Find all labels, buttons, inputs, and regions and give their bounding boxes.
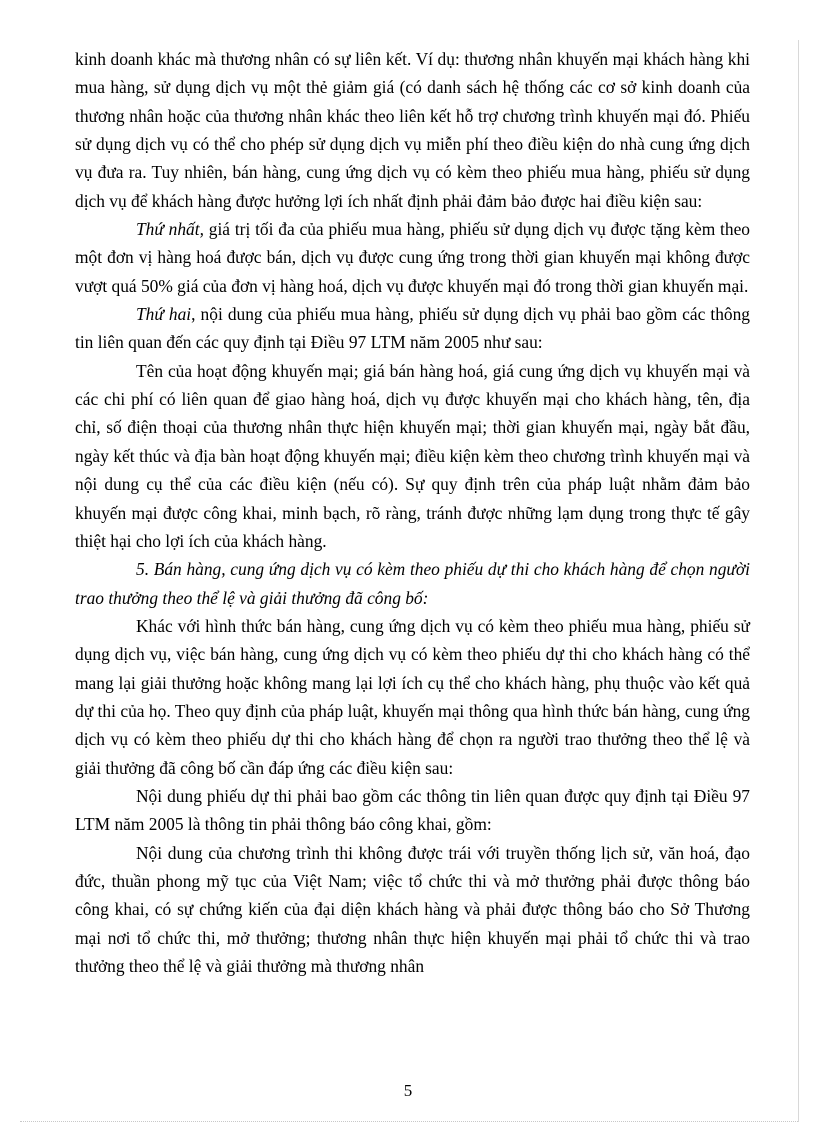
paragraph-continuation — [75, 45, 750, 215]
paragraph-first-condition — [75, 215, 750, 300]
page-border-bottom — [20, 1121, 798, 1122]
body-text — [75, 45, 750, 980]
paragraph-text: Nội dung của chương trình thi không được trái với truyền thống lịch sử, văn hoá, đạo đức, thuần phong mỹ tục của Việt Nam; việc tổ chức thi và mở thưởng phải được thông báo công khai, có sự chứng kiến của đại diện khách hàng và phải được thông báo cho Sở Thương mại nơi tổ chức thi, mở thưởng; thương nhân thực hiện khuyến mại phải tổ chức thi và trao thưởng theo thể lệ và giải thưởng mà thương nhân — [75, 842, 750, 976]
paragraph-lead: Thứ nhất, — [136, 219, 204, 240]
paragraph-info-list — [75, 357, 750, 555]
paragraph-text: giá trị tối đa của phiếu mua hàng, phiếu sử dụng dịch vụ được tặng kèm theo một đơn vị hàng hoá được bán, dịch vụ được cung ứng trong thời gian khuyến mại không được vượt quá 50% giá của đơn vị hàng hoá, dịch vụ được khuyến mại đó trong thời gian khuyến mại. — [75, 219, 750, 296]
page-number: 5 — [403, 1081, 413, 1100]
paragraph-contest-rules — [75, 839, 750, 981]
paragraph-contest-content — [75, 782, 750, 839]
paragraph-text: Tên của hoạt động khuyến mại; giá bán hàng hoá, giá cung ứng dịch vụ khuyến mại và các chi phí có liên quan để giao hàng hoá, dịch vụ được khuyến mại cho khách hàng, tên, địa chỉ, số điện thoại của thương nhân thực hiện khuyến mại; thời gian khuyến mại, ngày bắt đầu, ngày kết thúc và địa bàn hoạt động khuyến mại; điều kiện kèm theo chương trình khuyến mại và nội dung cụ thể của các điều kiện (nếu có). Sự quy định trên của pháp luật nhằm đảm bảo khuyến mại được công khai, minh bạch, rõ ràng, tránh được những lạm dụng trong thực tế gây thiệt hại cho lợi ích của khách hàng. — [75, 360, 750, 551]
paragraph-second-condition — [75, 300, 750, 357]
paragraph-text: , nội dung của phiếu mua hàng, phiếu sử dụng dịch vụ phải bao gồm các thông tin liên quan đến các quy định tại Điều 97 LTM năm 2005 như sau: — [75, 304, 750, 353]
paragraph-contest-intro — [75, 612, 750, 782]
paragraph-text: Nội dung phiếu dự thi phải bao gồm các thông tin liên quan được quy định tại Điều 97 LTM năm 2005 là thông tin phải thông báo công khai, gồm: — [75, 785, 750, 835]
page-border-right — [798, 40, 799, 1122]
paragraph-text: Khác với hình thức bán hàng, cung ứng dịch vụ có kèm theo phiếu mua hàng, phiếu sử dụng dịch vụ, việc bán hàng, cung ứng dịch vụ có kèm theo phiếu dự thi cho khách hàng có thể mang lại giải thưởng hoặc không mang lại lợi ích cụ thể cho khách hàng, phụ thuộc vào kết quả dự thi của họ. Theo quy định của pháp luật, khuyến mại thông qua hình thức bán hàng, cung ứng dịch vụ có kèm theo phiếu dự thi cho khách hàng để chọn ra người trao thưởng theo thể lệ và giải thưởng đã công bố cần đáp ứng các điều kiện sau: — [75, 615, 750, 778]
paragraph-lead: Thứ hai — [136, 304, 192, 325]
heading-text: 5. Bán hàng, cung ứng dịch vụ có kèm theo phiếu dự thi cho khách hàng để chọn người trao thưởng theo thể lệ và giải thưởng đã công bố: — [75, 559, 750, 608]
paragraph-text: kinh doanh khác mà thương nhân có sự liên kết. Ví dụ: thương nhân khuyến mại khách hàng khi mua hàng, sử dụng dịch vụ một thẻ giảm giá (có danh sách hệ thống các cơ sở kinh doanh của thương nhân hoặc của thương nhân khác theo liên kết hỗ trợ chương trình khuyến mại đó. Phiếu sử dụng dịch vụ có thể cho phép sử dụng dịch vụ miễn phí theo điều kiện do nhà cung ứng dịch vụ đưa ra. Tuy nhiên, bán hàng, cung ứng dịch vụ có kèm theo phiếu mua hàng, phiếu sử dụng dịch vụ để khách hàng được hưởng lợi ích nhất định phải đảm bảo được hai điều kiện sau: — [75, 49, 750, 211]
section-heading — [75, 555, 750, 612]
